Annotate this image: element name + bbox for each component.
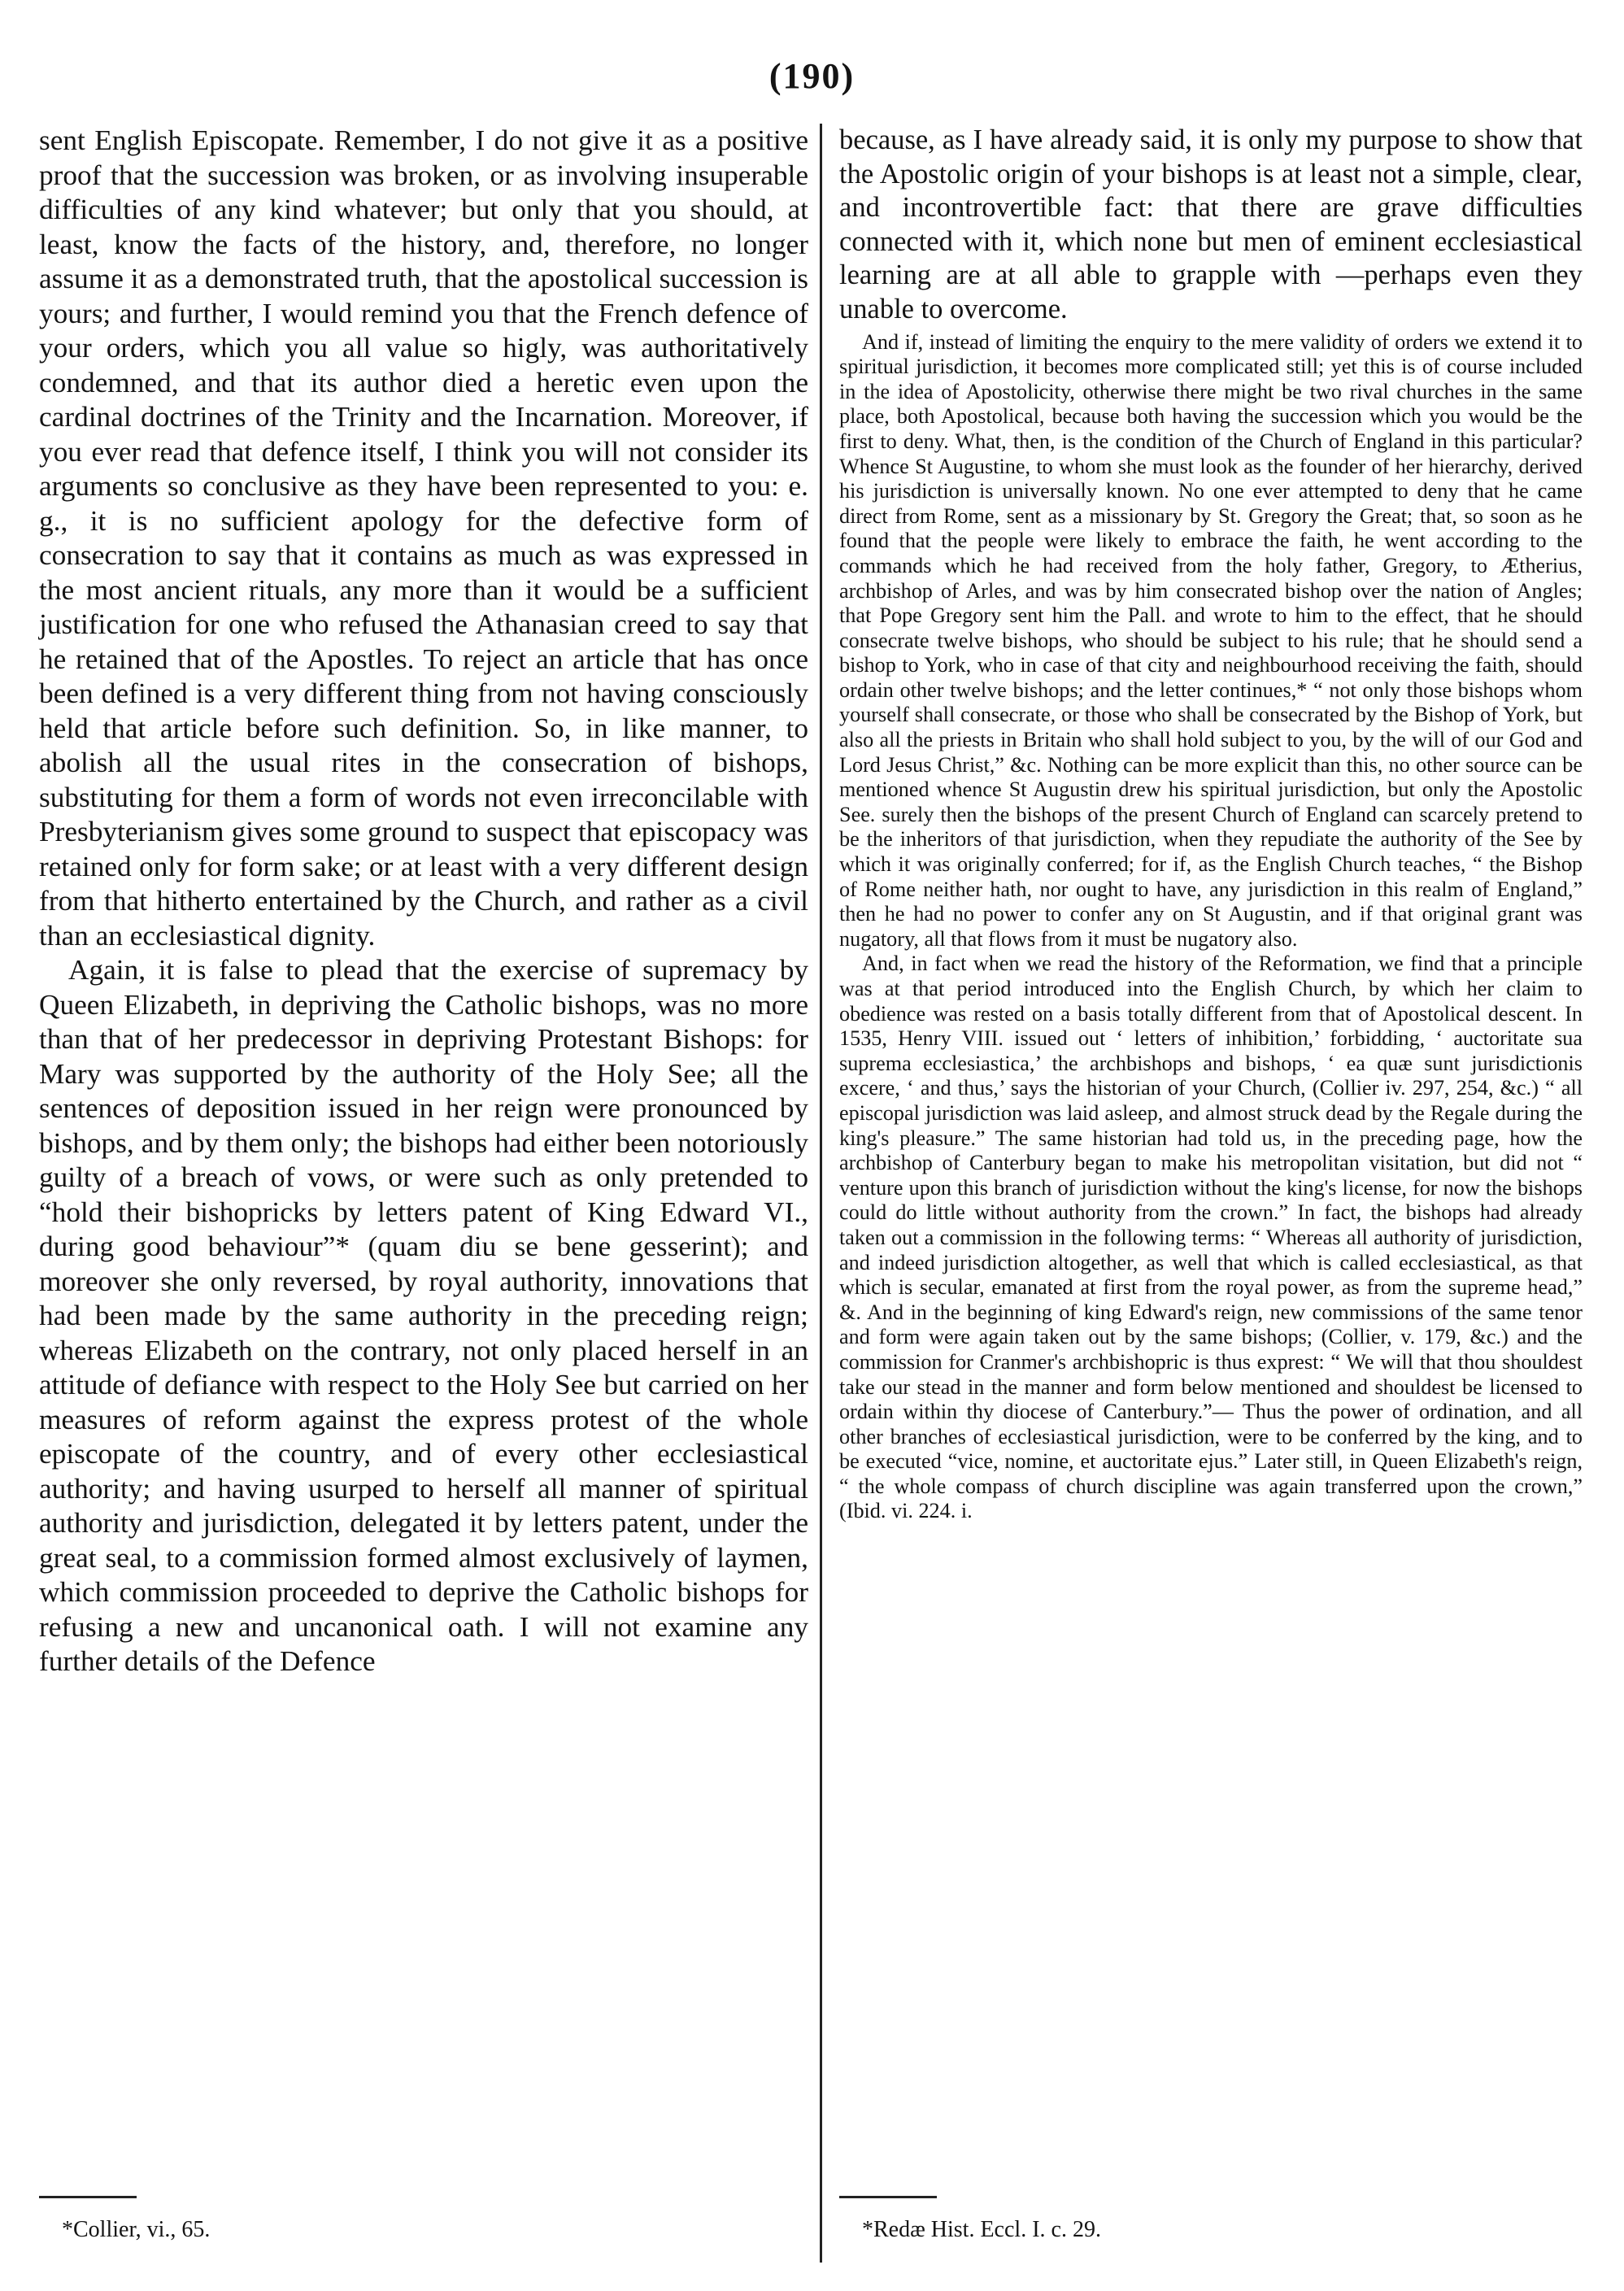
right-footnote-rule — [839, 2196, 937, 2198]
page-number: (190) — [768, 56, 856, 96]
left-paragraph-2: Again, it is false to plead that the exercise of supremacy by Queen Elizabeth, in depriving the Catholic bishops, was no more than that of her predecessor in depriving Protestant Bishops: for Mary was supported by the authority of the Holy See; all the sentences of deposition issued in her reign were pronounced by bishops, and by them only; the bishops had either been notoriously guilty of a breach of vows, or were such as only pretended to “hold their bishopricks by letters patent of King Edward VI., during good behaviour”* (quam diu se bene gesserint); and moreover she only reversed, by royal authority, innovations that had been made by the same authority in the preceding reign; whereas Elizabeth on the contrary, not only placed herself in an attitude of defiance with respect to the Holy See but carried on her measures of reform against the express protest of the whole episcopate of the country, and of every other ecclesiastical authority; and having usurped to herself all manner of spiritual authority and jurisdiction, delegated it by letters patent, under the great seal, to a commission formed almost exclusively of laymen, which commission proceeded to deprive the Catholic bishops for refusing a new and uncanonical oath. I will not examine any further details of the Defence — [39, 954, 808, 1677]
left-paragraph-1: sent English Episcopate. Remember, I do not give it as a positive proof that the succession was broken, or as involving insuperable difficulties of any kind whatever; but only that you should, at least, know the facts of the history, and, therefore, no longer assume it as a demonstrated truth, that the apostolical succession is yours; and further, I would remind you that the French defence of your orders, which you all value so higly, was authoritatively condemned, and that its author died a heretic even upon the cardinal doctrines of the Trinity and the Incarnation. Moreover, if you ever read that defence itself, I think you will not consider its arguments so conclusive as they have been represented to you: e. g., it is no sufficient apology for the defective form of consecration to say that it contains as much as was expressed in the most ancient rituals, any more than it would be a sufficient justification for one who refused the Athanasian creed to say that he retained that of the Apostles. To reject an article that has once been defined is a very different thing from not having consciously held that article before such definition. So, in like manner, to abolish all the usual rites in the consecration of bishops, substituting for them a form of words not even irreconcilable with Presbyterianism gives some ground to suspect that episcopacy was retained only for form sake; or at least with a very different design from that hitherto entertained by the Church, and rather as a civil than an ecclesiastical dignity. — [39, 124, 808, 952]
right-paragraph-reformation: And, in fact when we read the history of the Reformation, we find that a principle was at that period introduced into the English Church, by which her claim to obedience was rested on a basis totally different from that of Apostolical descent. In 1535, Henry VIII. issued out ‘ letters of inhibition,’ forbidding, ‘ auctoritate sua suprema ecclesiastica,’ the archbishops and bishops, ‘ ea quæ sunt jurisdictionis excere, ‘ and thus,’ says the historian of your Church, (Collier iv. 297, 254, &c.) “ all episcopal jurisdiction was laid asleep, and almost struck dead by the Regale during the king's pleasure.” The same historian had told us, in the preceding page, how the archbishop of Canterbury began to make his metropolitan visitation, but did not “ venture upon this branch of jurisdiction without the king's license, for now the bishops could do little without authority from the crown.” In fact, the bishops had already taken out a commission in the following terms: “ Whereas all authority of jurisdiction, and indeed jurisdiction altogether, as well that which is called ecclesiastical, as that which is secular, emanated at first from the royal power, as from the supreme head,” &. And in the beginning of king Edward's reign, new commissions of the same tenor and form were again taken out by the same bishops; (Collier, v. 179, &c.) and the commission for Cranmer's archbishopric is thus exprest: “ We will that thou shouldest take our stead in the manner and form below mentioned and shouldest be licensed to ordain within thy diocese of Canterbury.”— Thus the power of ordination, and all other branches of ecclesiastical jurisdiction, were to be conferred by the king, and to be executed “vice, nomine, et auctoritate ejus.” Later still, in Queen Elizabeth's reign, “ the whole compass of church discipline was again transferred upon the crown,” (Ibid. vi. 224. i. — [839, 952, 1583, 1523]
right-lead-paragraph: because, as I have already said, it is only my purpose to show that the Apostolic origin of your bishops is at least not a simple, clear, and incontrovertible fact: that there are grave difficulties connected with it, which none but men of eminent ecclesiastical learning are at all able to grapple with —perhaps even they unable to overcome. — [839, 124, 1583, 324]
left-footnote-rule — [39, 2196, 137, 2198]
left-footnote: *Collier, vi., 65. — [62, 2217, 211, 2242]
column-divider — [820, 124, 822, 2263]
left-column — [39, 124, 808, 1679]
right-paragraph-jurisdiction: And if, instead of limiting the enquiry to the mere validity of orders we extend it to spiritual jurisdiction, it becomes more complicated still; yet this is of course included in the idea of Apostolicity, otherwise there might be two rival churches in the same place, both Apostolical, because both having the succession which you would be the first to deny. What, then, is the condition of the Church of England in this particular? Whence St Augustine, to whom she must look as the founder of her hierarchy, derived his jurisdiction is universally known. No one ever attempted to deny that he came direct from Rome, sent as a missionary by St. Gregory the Great; that, so soon as he found that the people were likely to embrace the faith, he went according to the commands which he had received from the holy father, Gregory, to Ætherius, archbishop of Arles, and was by him consecrated bishop over the nation of Angles; that Pope Gregory sent him the Pall. and wrote to him to the effect, that he should consecrate twelve bishops, who should be subject to his rule; that he should send a bishop to York, who in case of that city and neighbourhood receiving the faith, should ordain other twelve bishops; and the letter continues,* “ not only those bishops whom yourself shall consecrate, or those who shall be consecrated by the Bishop of York, but also all the priests in Britain who shall hold subject to you, by the will of our God and Lord Jesus Christ,” &c. Nothing can be more explicit than this, no other source can be mentioned whence St Augustin drew his spiritual jurisdiction, but only the Apostolic See. surely then the bishops of the present Church of England can scarcely pretend to be the inheritors of that jurisdiction, when they repudiate the authority of the See by which it was originally conferred; for if, as the English Church teaches, “ the Bishop of Rome neither hath, nor ought to have, any jurisdiction in this realm of England,” then he had no power to confer any on St Augustin, and if that original grant was nugatory, all that flows from it must be nugatory also. — [839, 329, 1583, 951]
right-column — [839, 124, 1583, 1524]
right-footnote: *Redæ Hist. Eccl. I. c. 29. — [862, 2217, 1101, 2242]
